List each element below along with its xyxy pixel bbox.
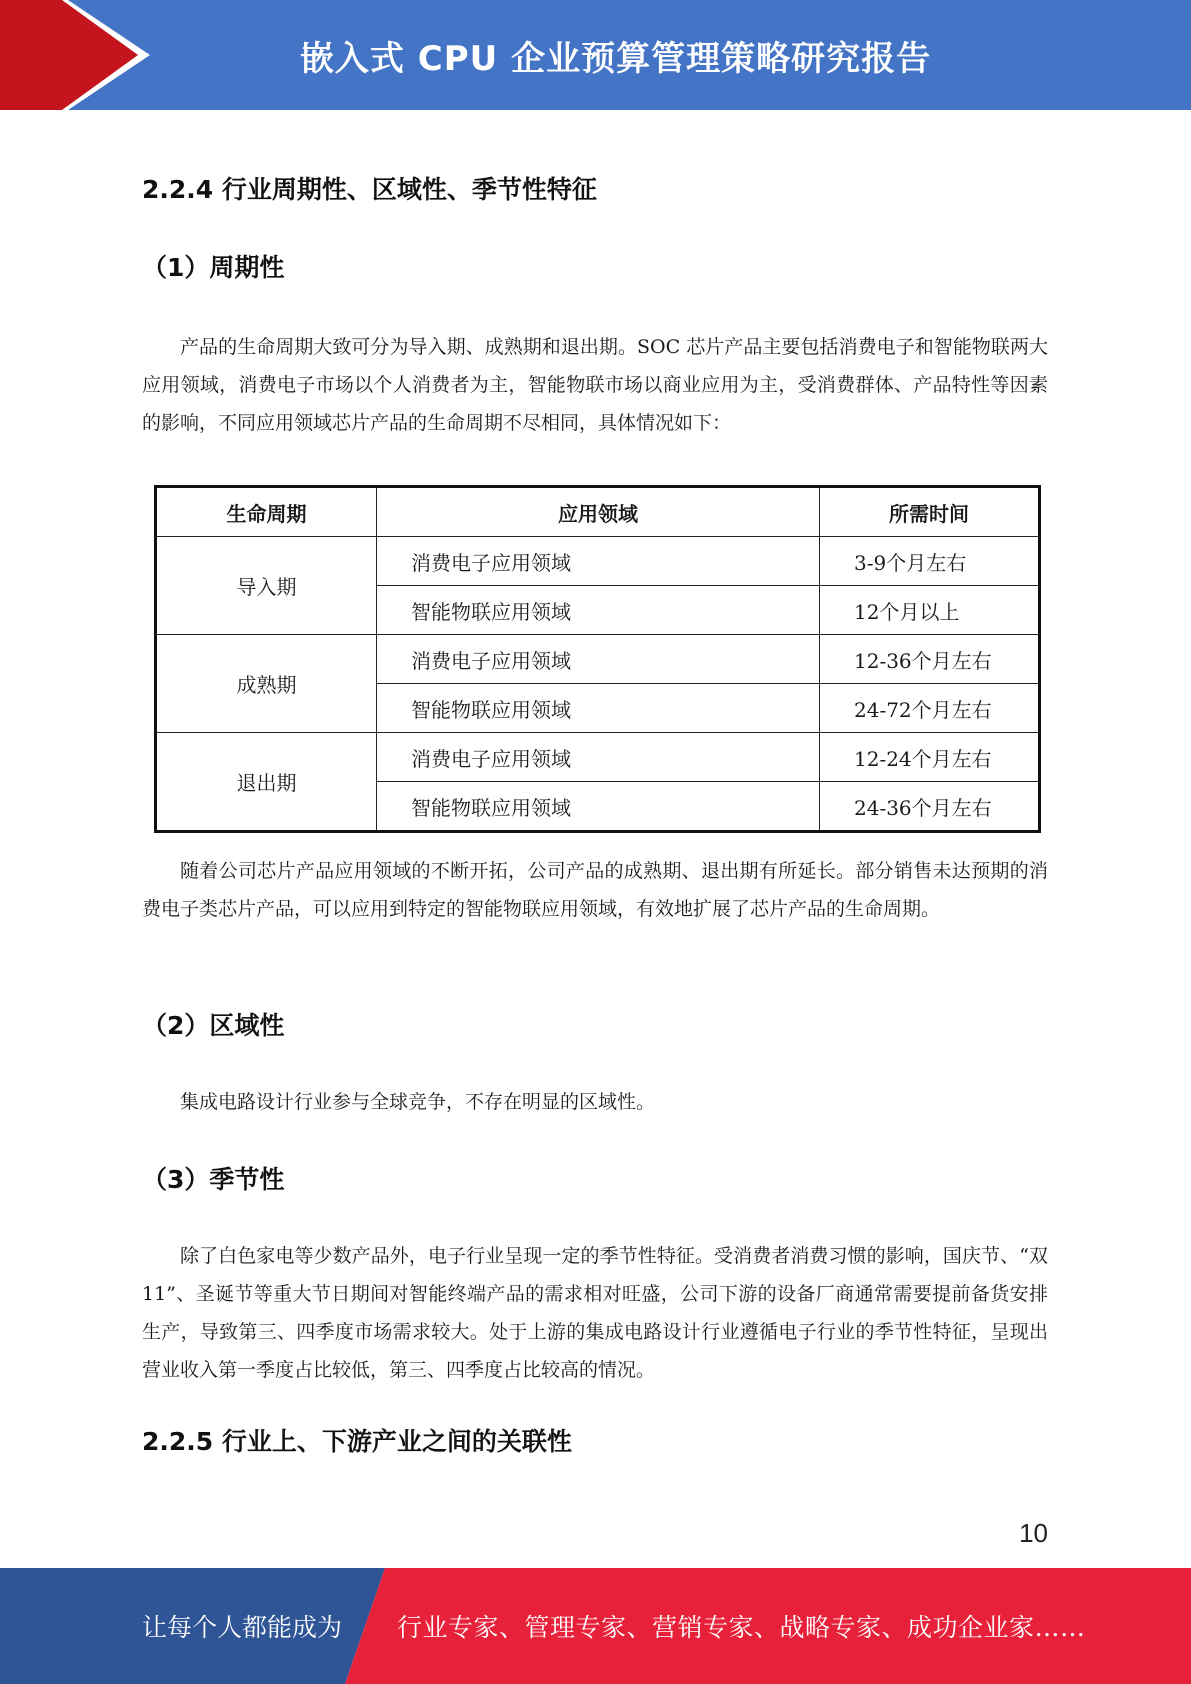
footer-slogan-right: 行业专家、管理专家、营销专家、战略专家、成功企业家…… <box>397 1613 1086 1642</box>
section-heading-2-2-4: 2.2.4 行业周期性、区域性、季节性特征 <box>142 175 597 204</box>
field-cell: 智能物联应用领域 <box>377 782 820 832</box>
header-lifecycle: 生命周期 <box>156 487 377 537</box>
field-cell: 智能物联应用领域 <box>377 586 820 635</box>
field-cell: 智能物联应用领域 <box>377 684 820 733</box>
table-row <box>156 537 1040 586</box>
time-cell: 24-36个月左右 <box>820 782 1040 832</box>
section-heading-2-2-5: 2.2.5 行业上、下游产业之间的关联性 <box>142 1427 572 1456</box>
lifecycle-table <box>154 485 1041 833</box>
header-band <box>0 0 1191 110</box>
cyclical-after-paragraph: 随着公司芯片产品应用领域的不断开拓，公司产品的成熟期、退出期有所延长。部分销售未达预期的消费电子类芯片产品，可以应用到特定的智能物联应用领域，有效地扩展了芯片产品的生命周期。 <box>142 860 1048 920</box>
time-cell: 12个月以上 <box>820 586 1040 635</box>
time-cell: 12-24个月左右 <box>820 733 1040 782</box>
cyclical-intro-paragraph: 产品的生命周期大致可分为导入期、成熟期和退出期。SOC 芯片产品主要包括消费电子和智能物联两大应用领域，消费电子市场以个人消费者为主，智能物联市场以商业应用为主，受消费群体、产品特性等因素的影响，不同应用领域芯片产品的生命周期不尽相同，具体情况如下： <box>142 336 1048 434</box>
phase-cell: 退出期 <box>156 733 377 832</box>
subheading-seasonal: （3）季节性 <box>142 1165 285 1194</box>
time-cell: 24-72个月左右 <box>820 684 1040 733</box>
phase-cell: 成熟期 <box>156 635 377 733</box>
time-cell: 3-9个月左右 <box>820 537 1040 586</box>
time-cell: 12-36个月左右 <box>820 635 1040 684</box>
field-cell: 消费电子应用领域 <box>377 733 820 782</box>
header-time: 所需时间 <box>820 487 1040 537</box>
header-arrow-decoration <box>0 0 150 110</box>
phase-cell: 导入期 <box>156 537 377 635</box>
seasonal-paragraph: 除了白色家电等少数产品外，电子行业呈现一定的季节性特征。受消费者消费习惯的影响，国庆节、“双 11”、圣诞节等重大节日期间对智能终端产品的需求相对旺盛，公司下游的设备厂商通常需要提前备货安排生产，导致第三、四季度市场需求较大。处于上游的集成电路设计行业遵循电子行业的季节性特征，呈现出营业收入第一季度占比较低，第三、四季度占比较高的情况。 <box>142 1245 1048 1381</box>
table-row <box>156 733 1040 782</box>
report-title: 嵌入式 CPU 企业预算管理策略研究报告 <box>299 38 932 79</box>
field-cell: 消费电子应用领域 <box>377 537 820 586</box>
header-field: 应用领域 <box>377 487 820 537</box>
subheading-cyclical: （1）周期性 <box>142 253 285 282</box>
footer-band <box>0 1568 1191 1684</box>
page-number: 10 <box>1019 1518 1048 1548</box>
table-row <box>156 635 1040 684</box>
table-header-row <box>156 487 1040 537</box>
footer-slogan-left: 让每个人都能成为 <box>142 1613 343 1642</box>
field-cell: 消费电子应用领域 <box>377 635 820 684</box>
regional-paragraph: 集成电路设计行业参与全球竞争，不存在明显的区域性。 <box>180 1091 656 1113</box>
subheading-regional: （2）区域性 <box>142 1011 285 1040</box>
